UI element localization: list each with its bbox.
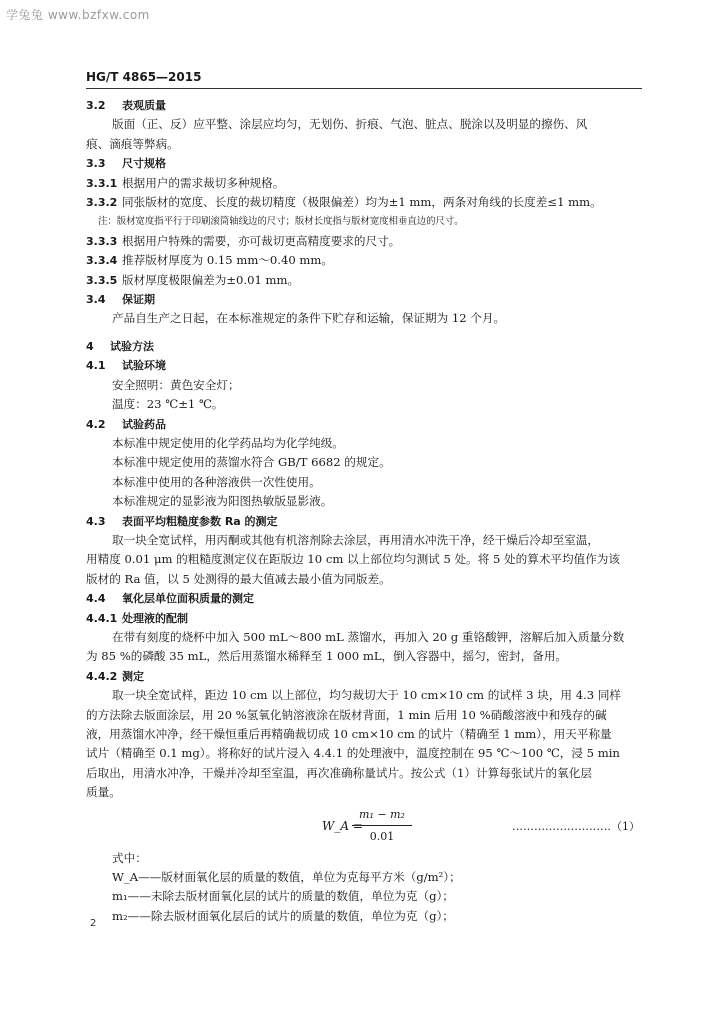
paragraph: 取一块全宽试样，用丙酮或其他有机溶剂除去涂层，再用清水冲洗干净，经干燥后冷却至室温， (112, 532, 599, 547)
formula-fraction (352, 805, 412, 847)
formula-numerator: m₁ − m₂ (352, 805, 412, 826)
document-code: HG/T 4865—2015 (86, 70, 202, 84)
paragraph: 用精度 0.01 μm 的粗糙度测定仪在距版边 10 cm 以上部位均匀测试 5 处。将 5 处的算术平均值作为该 (86, 552, 620, 567)
section-4-4-1-heading: 4.4.1 处理液的配制 (86, 611, 188, 625)
paragraph: 痕、滴痕等弊病。 (86, 136, 179, 151)
paragraph: 在带有刻度的烧杯中加入 500 mL～800 mL 蒸馏水，再加入 20 g 重铬酸钾，溶解后加入质量分数 (112, 629, 625, 644)
paragraph: 版面（正、反）应平整、涂层应均匀，无划伤、折痕、气泡、脏点、脱涂以及明显的擦伤、风 (112, 117, 588, 132)
paragraph: 本标准中规定使用的蒸馏水符合 GB/T 6682 的规定。 (112, 455, 391, 470)
variable-definition: m₂——除去版材面氧化层后的试片的质量的数值，单位为克（g）； (112, 908, 454, 923)
clause-3-3-2: 3.3.2 同张版材的宽度、长度的裁切精度（极限偏差）均为±1 mm，两条对角线的长度差≤1 mm。 (86, 195, 602, 210)
section-3-2-heading: 3.2 表观质量 (86, 99, 166, 112)
variable-definition: m₁——未除去版材面氧化层的试片的质量的数值，单位为克（g）； (112, 889, 454, 904)
paragraph: 质量。 (86, 785, 121, 800)
paragraph: 本标准中规定使用的化学药品均为化学纯级。 (112, 435, 344, 450)
paragraph: 产品自生产之日起，在本标准规定的条件下贮存和运输，保证期为 12 个月。 (112, 311, 506, 326)
watermark: 学兔兔 www.bzfxw.com (6, 8, 150, 22)
paragraph: 温度：23 ℃±1 ℃。 (112, 397, 224, 412)
page-number: 2 (90, 918, 97, 929)
paragraph: 本标准规定的显影液为阳图热敏版显影液。 (112, 494, 333, 509)
variable-definition: W_A——版材面氧化层的质量的数值，单位为克每平方米（g/m²）； (112, 870, 461, 885)
section-4-1-heading: 4.1 试验环境 (86, 359, 166, 373)
paragraph: 本标准中使用的各种溶液供一次性使用。 (112, 474, 321, 489)
note: 注：版材宽度指平行于印刷滚筒轴线边的尺寸；版材长度指与版材宽度相垂直边的尺寸。 (98, 216, 464, 228)
clause-3-3-5: 3.3.5 版材厚度极限偏差为±0.01 mm。 (86, 272, 300, 287)
formula-lhs: W_A = (322, 818, 363, 833)
document-body (86, 96, 642, 926)
paragraph: 取一块全宽试样，距边 10 cm 以上部位，均匀裁切大于 10 cm×10 cm 的试样 3 块，用 4.3 同样 (112, 688, 622, 703)
section-4-3-heading: 4.3 表面平均粗糙度参数 Ra 的测定 (86, 514, 278, 528)
formula-1 (86, 803, 642, 849)
paragraph: 后取出，用清水冲净，干燥并冷却至室温，再次准确称量试片。按公式（1）计算每张试片的氧化层 (86, 765, 592, 780)
paragraph: 试片（精确至 0.1 mg）。将称好的试片浸入 4.4.1 的处理液中，温度控制在 95 ℃～100 ℃，浸 5 min (86, 746, 620, 761)
section-4-4-heading: 4.4 氧化层单位面积质量的测定 (86, 592, 254, 606)
paragraph: 版材的 Ra 值，以 5 处测得的最大值减去最小值为同版差。 (86, 571, 391, 586)
paragraph: 为 85 %的磷酸 35 mL，然后用蒸馏水稀释至 1 000 mL，倒入容器中，摇匀，密封，备用。 (86, 649, 568, 664)
section-3-3-heading: 3.3 尺寸规格 (86, 157, 166, 171)
clause-3-3-4: 3.3.4 推荐版材厚度为 0.15 mm～0.40 mm。 (86, 253, 334, 268)
paragraph: 的方法除去版面涂层，用 20 %氢氧化钠溶液涂在版材背面，1 min 后用 10 %硝酸溶液中和残存的碱 (86, 707, 607, 722)
section-3-4-heading: 3.4 保证期 (86, 293, 155, 307)
paragraph: 安全照明：黄色安全灯； (112, 377, 240, 392)
clause-3-3-3: 3.3.3 根据用户特殊的需要，亦可裁切更高精度要求的尺寸。 (86, 233, 401, 248)
formula-number: ………………………（1） (512, 819, 640, 833)
paragraph: 液，用蒸馏水冲净，经干燥恒重后再精确裁切成 10 cm×10 cm 的试片（精确至 1 mm），用天平称量 (86, 727, 612, 741)
clause-3-3-1: 3.3.1 根据用户的需求裁切多种规格。 (86, 175, 285, 190)
formula-denominator: 0.01 (369, 830, 395, 844)
section-4-4-2-heading: 4.4.2 测定 (86, 669, 144, 683)
header-rule (86, 88, 642, 89)
section-4-2-heading: 4.2 试验药品 (86, 417, 166, 431)
where-label: 式中： (112, 850, 147, 865)
section-4-heading: 4 试验方法 (86, 339, 154, 353)
